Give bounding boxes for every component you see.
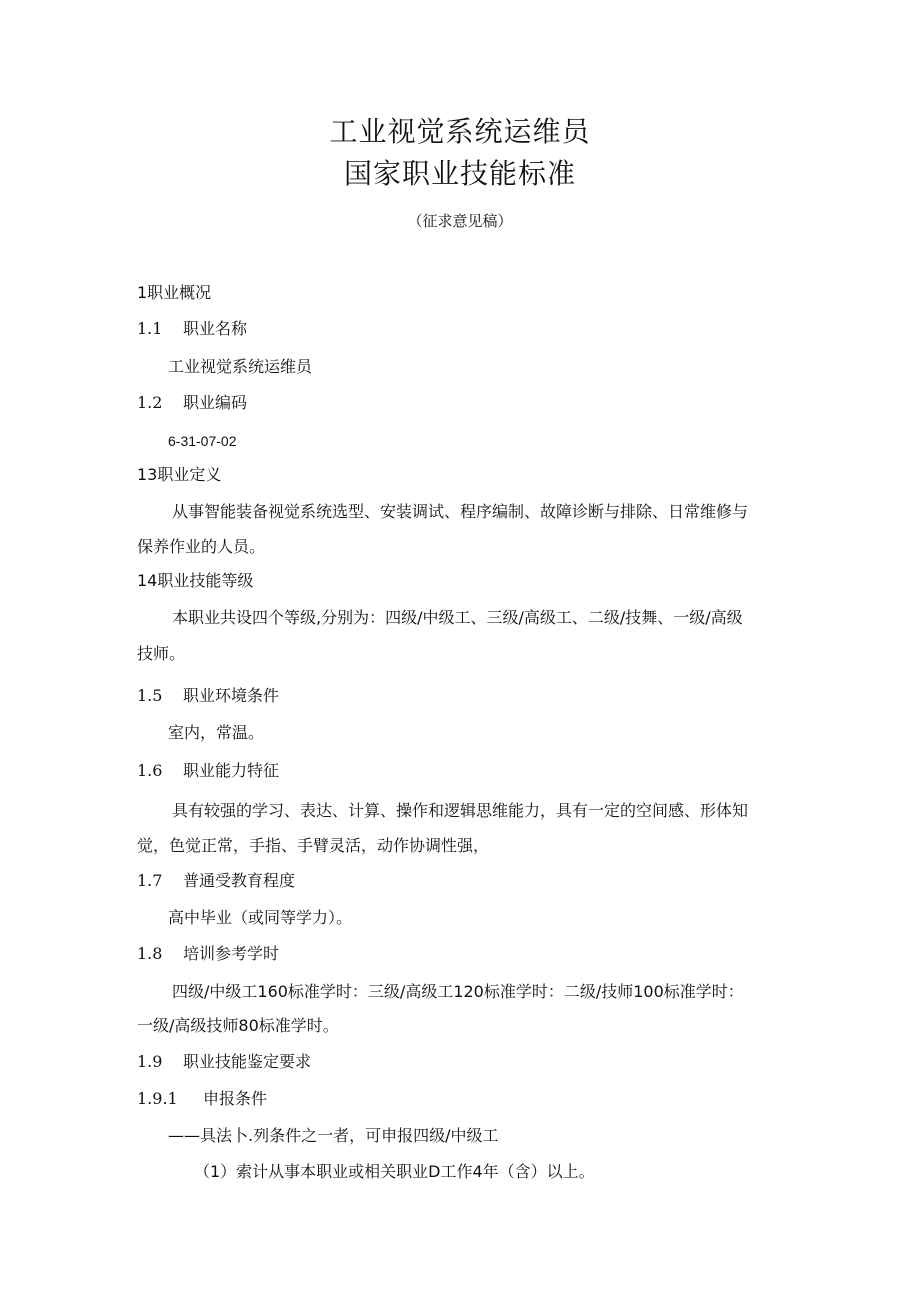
section-1-1-body: 工业视觉系统运维员	[168, 357, 313, 376]
section-1-8-body-line-1: 四级/中级工160标准学时：三级/高级工120标准学时：二级/技师100标准学时：	[172, 982, 744, 1001]
section-number: 1.2	[137, 393, 163, 412]
section-1-3-body-line-1: 从事智能装备视觉系统选型、安装调试、程序编制、故障诊断与排除、日常维修与	[172, 502, 749, 521]
section-1-7-body: 高中毕业（或同等学力）。	[168, 908, 353, 927]
section-1-6-body-line-1: 具有较强的学习、表达、计算、操作和逻辑思维能力，具有一定的空间感、形体知	[172, 801, 749, 820]
section-title: 普通受教育程度	[183, 871, 296, 890]
section-number: 1.9	[137, 1052, 163, 1071]
section-title: 职业环境条件	[183, 686, 280, 705]
document-subtitle: （征求意见稿）	[407, 212, 513, 230]
section-title: 职业技能鉴定要求	[183, 1052, 312, 1071]
section-number: 1.5	[137, 686, 163, 705]
section-1-8-body-line-2: 一级/高级技师80标准学时。	[137, 1016, 339, 1035]
section-1-4-heading: 14职业技能等级	[137, 571, 254, 590]
section-number: 1.8	[137, 944, 163, 963]
section-1-3-heading: 13职业定义	[137, 465, 222, 484]
section-1-6-heading	[137, 759, 279, 783]
section-number: 1.6	[137, 761, 163, 780]
section-number: 1.9.1	[137, 1089, 178, 1108]
section-1-3-body-line-2: 保养作业的人员。	[137, 537, 266, 556]
section-1-4-body-line-2: 技师。	[137, 644, 186, 663]
section-1-9-1-item-1: （1）索计从事本职业或相关职业D工作4年（含）以上。	[194, 1162, 595, 1181]
section-title: 职业能力特征	[183, 761, 280, 780]
section-1-5-heading	[137, 684, 279, 708]
section-1-4-body-line-1: 本职业共设四个等级,分别为：四级/中级工、三级/高级工、二级/技舞、一级/高级	[172, 608, 743, 627]
section-1-6-body-line-2: 觉，色觉正常，手指、手臂灵活，动作协调性强，	[137, 836, 490, 855]
section-number: 1.1	[137, 319, 163, 338]
section-1-1-heading	[137, 317, 247, 341]
section-title: 培训参考学时	[183, 944, 280, 963]
section-title: 申报条件	[203, 1089, 268, 1108]
section-title: 职业名称	[183, 319, 248, 338]
section-1-7-heading	[137, 869, 295, 893]
section-1-9-heading	[137, 1050, 311, 1074]
section-1-heading: 1职业概况	[137, 283, 212, 302]
section-1-2-heading	[137, 391, 247, 415]
section-1-2-body: 6-31-07-02	[168, 433, 237, 449]
section-title: 职业编码	[183, 393, 248, 412]
document-title-line-1: 工业视觉系统运维员	[329, 115, 591, 148]
section-1-9-1-heading	[137, 1087, 267, 1111]
section-number: 1.7	[137, 871, 163, 890]
section-1-9-1-body: ——具法卜.列条件之一者，可申报四级/中级工	[168, 1126, 499, 1145]
section-1-5-body: 室内，常温。	[168, 723, 265, 742]
section-1-8-heading	[137, 942, 279, 966]
document-title-line-2: 国家职业技能标准	[343, 157, 576, 190]
